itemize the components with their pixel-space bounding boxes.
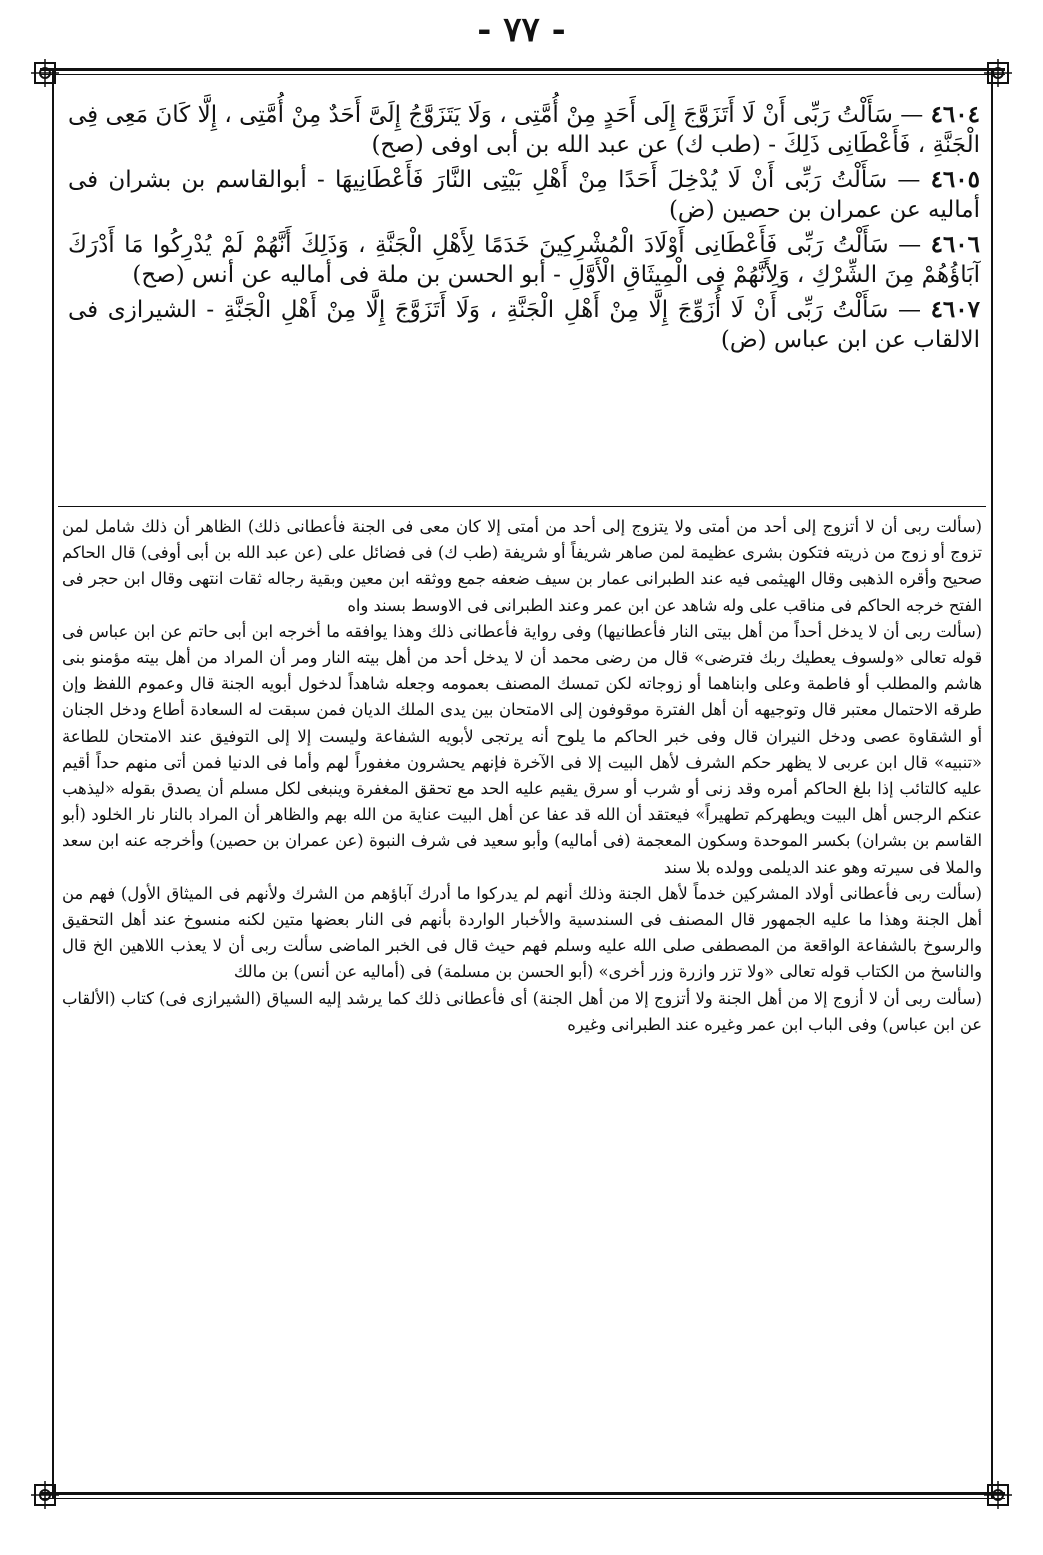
corner-ornament-icon xyxy=(30,58,60,88)
hadith-entry: ٤٦٠٦ — سَأَلْتُ رَبِّى فَأَعْطَانِى أَوْلَادَ الْمُشْرِكِينَ خَدَمًا لِأَهْلِ الْجَنَّةِ ، وَذَلِكَ أَنَّهُمْ لَمْ يُدْرِكُوا مَا أَدْرَكَ آبَاؤُهُمْ مِنَ الشِّرْكِ ، وَلِأَنَّهُمْ فِى الْمِيثَاقِ الْأَوَّلِ - أبو الحسن بن ملة فى أماليه عن أنس (صح) xyxy=(68,231,981,288)
hadith-source: أبو الحسن بن ملة فى أماليه عن أنس (صح) xyxy=(132,262,546,288)
hadith-text: سَأَلْتُ رَبِّى فَأَعْطَانِى أَوْلَادَ الْمُشْرِكِينَ خَدَمًا لِأَهْلِ الْجَنَّةِ ، وَذَلِكَ أَنَّهُمْ لَمْ يُدْرِكُوا مَا أَدْرَكَ آبَاؤُهُمْ مِنَ الشِّرْكِ ، وَلِأَنَّهُمْ فِى الْمِيثَاقِ الْأَوَّلِ xyxy=(68,232,980,288)
hadith-text: سَأَلْتُ رَبِّى أَنْ لَا أُزَوِّجَ إِلَّا مِنْ أَهْلِ الْجَنَّةِ ، وَلَا أَتَزَوَّجَ إِلَّا مِنْ أَهْلِ الْجَنَّةِ xyxy=(223,297,889,323)
page-number: - ٧٧ - xyxy=(477,10,566,50)
corner-ornament-icon xyxy=(983,1480,1013,1510)
corner-ornament-icon xyxy=(983,58,1013,88)
hadith-section xyxy=(68,100,980,360)
bottom-border-inner xyxy=(40,1498,1005,1499)
section-divider xyxy=(58,506,986,507)
hadith-number: ٤٦٠٤ xyxy=(930,101,980,128)
hadith-entry: ٤٦٠٧ — سَأَلْتُ رَبِّى أَنْ لَا أُزَوِّجَ إِلَّا مِنْ أَهْلِ الْجَنَّةِ ، وَلَا أَتَزَوَّجَ إِلَّا مِنْ أَهْلِ الْجَنَّةِ - الشيرازى فى الالقاب عن ابن عباس (ض) xyxy=(68,296,980,353)
hadith-source: الشيرازى فى الالقاب عن ابن عباس (ض) xyxy=(68,297,980,353)
right-border xyxy=(991,68,993,1498)
hadith-source: (طب ك) عن عبد الله بن أبى اوفى (صح) xyxy=(371,132,761,158)
top-border-inner xyxy=(40,74,1005,75)
corner-ornament-icon xyxy=(30,1480,60,1510)
hadith-number: ٤٦٠٧ xyxy=(930,296,980,323)
left-border xyxy=(52,68,54,1498)
commentary-paragraph: (سألت ربى أن لا يدخل أحداً من أهل بيتى النار فأعطانيها) وفى رواية فأعطانى ذلك وهذا يوافقه ما أخرجه ابن أبى حاتم عن ابن عباس فى قوله تعالى «ولسوف يعطيك ربك فترضى» قال من رضى محمد أن لا يدخل أحد من أهل بيته النار ومر أن المراد من أهل بيته مؤمنو بنى هاشم والمطلب أو فاطمة وعلى وابناهما أو زوجاته لكن تمسك المصنف بعمومه وجعله شاهداً لدخول أبويه الجنة قال وعموم اللفظ وإن طرقه الاحتمال معتبر قال وتوجيهه أن أهل الفترة موقوفون إلى الامتحان بين يدى الملك الديان فمن سبقت له السعادة أطاع ودخل الجنان أو الشقاوة عصى ودخل النيران قال وفى خبر الحاكم ما يلوح أنه يرتجى لأبويه الشفاعة وليست إلا إلى التوفيق عند الامتحان للطاعة «تنبيه» قال ابن عربى لا يظهر حكم الشرف لأهل البيت إلا فى الآخرة فإنهم يحشرون مغفوراً لهم وأما فى الدنيا فمن أتى منهم حداً أقيم عليه كالتائب إذا بلغ الحاكم أمره وقد زنى أو شرب أو سرق يقيم عليه الحد مع تحقق المغفرة وينبغى لكل مسلم أن يصدق بقوله «ليذهب عنكم الرجس أهل البيت ويطهركم تطهيراً» فيعتقد أن الله قد عفا عن أهل البيت عناية من الله بهم والظاهر أن المراد بالنار نار الخلود (أبو القاسم بن بشران) بكسر الموحدة وسكون المعجمة (فى أماليه) وأبو سعيد فى شرف النبوة (عن عمران بن حصين) وأخرجه عنه ابن سعد والملا فى سيرته وهو عند الديلمى وولده بلا سند xyxy=(62,621,982,877)
hadith-source: أبوالقاسم بن بشران فى أماليه عن عمران بن حصين (ض) xyxy=(68,167,980,223)
bottom-border xyxy=(40,1492,1005,1495)
hadith-number: ٤٦٠٦ xyxy=(930,231,981,258)
hadith-text: سَأَلْتُ رَبِّى أَنْ لَا أَتَزَوَّجَ إِلَى أَحَدٍ مِنْ أُمَّتِى ، وَلَا يَتَزَوَّجُ إِلَىَّ أَحَدٌ مِنْ أُمَّتِى ، إِلَّا كَانَ مَعِى فِى الْجَنَّةِ ، فَأَعْطَانِى ذَلِكَ xyxy=(68,102,980,158)
hadith-text: سَأَلْتُ رَبِّى أَنْ لَا يُدْخِلَ أَحَدًا مِنْ أَهْلِ بَيْتِى النَّارَ فَأَعْطَانِيهَا xyxy=(334,167,888,193)
commentary-paragraph: (سألت ربى فأعطانى أولاد المشركين خدماً لأهل الجنة وذلك أنهم لم يدركوا ما أدرك آباؤهم من الشرك ولأنهم فى الميثاق الأول) فهم من أهل الجنة وهذا ما عليه الجمهور قال المصنف فى السندسية والأخبار الواردة بأنهم فى النار بعضها متين لكنه منسوخ عند أهل التحقيق والرسوخ بالشفاعة الواقعة من المصطفى صلى الله عليه وسلم فهم حيث قال فى الخبر الماضى سألت ربى أن لا يعذب اللاهين الخ قال والناسخ من الكتاب قوله تعالى «ولا تزر وازرة وزر أخرى» (أبو الحسن بن مسلمة) فى (أماليه عن أنس) بن مالك xyxy=(62,883,982,982)
hadith-entry: ٤٦٠٥ — سَأَلْتُ رَبِّى أَنْ لَا يُدْخِلَ أَحَدًا مِنْ أَهْلِ بَيْتِى النَّارَ فَأَعْطَانِيهَا - أبوالقاسم بن بشران فى أماليه عن عمران بن حصين (ض) xyxy=(68,166,980,223)
top-border xyxy=(40,68,1005,71)
hadith-number: ٤٦٠٥ xyxy=(930,166,980,193)
commentary-paragraph: (سألت ربى أن لا أزوج إلا من أهل الجنة ولا أتزوج إلا من أهل الجنة) أى فأعطانى ذلك كما يرشد إليه السياق (الشيرازى فى) كتاب (الألقاب عن ابن عباس) وفى الباب ابن عمر وغيره عند الطبرانى وغيره xyxy=(62,988,982,1034)
commentary-paragraph: (سألت ربى أن لا أتزوج إلى أحد من أمتى ولا يتزوج إلى أحد من أمتى إلا كان معى فى الجنة فأعطانى ذلك) الظاهر أن ذلك شامل لمن تزوج أو زوج من ذريته فتكون بشرى عظيمة لمن صاهر شريفاً أو شريفة (طب ك) فى فضائل على (عن عبد الله بن أبى أوفى) قال الحاكم صحيح وأقره الذهبى وقال الهيثمى فيه عند الطبرانى عمار بن سيف ضعفه جمع ووثقه ابن معين وبقية رجاله ثقات انتهى وقال ابن حجر فى الفتح خرجه الحاكم فى مناقب على وله شاهد عن ابن عمر وعند الطبرانى فى الاوسط بسند واه xyxy=(62,517,982,615)
hadith-entry: ٤٦٠٤ — سَأَلْتُ رَبِّى أَنْ لَا أَتَزَوَّجَ إِلَى أَحَدٍ مِنْ أُمَّتِى ، وَلَا يَتَزَوَّجُ إِلَىَّ أَحَدٌ مِنْ أُمَّتِى ، إِلَّا كَانَ مَعِى فِى الْجَنَّةِ ، فَأَعْطَانِى ذَلِكَ - (طب ك) عن عبد الله بن أبى اوفى (صح) xyxy=(68,101,980,158)
commentary-section xyxy=(62,514,982,1038)
